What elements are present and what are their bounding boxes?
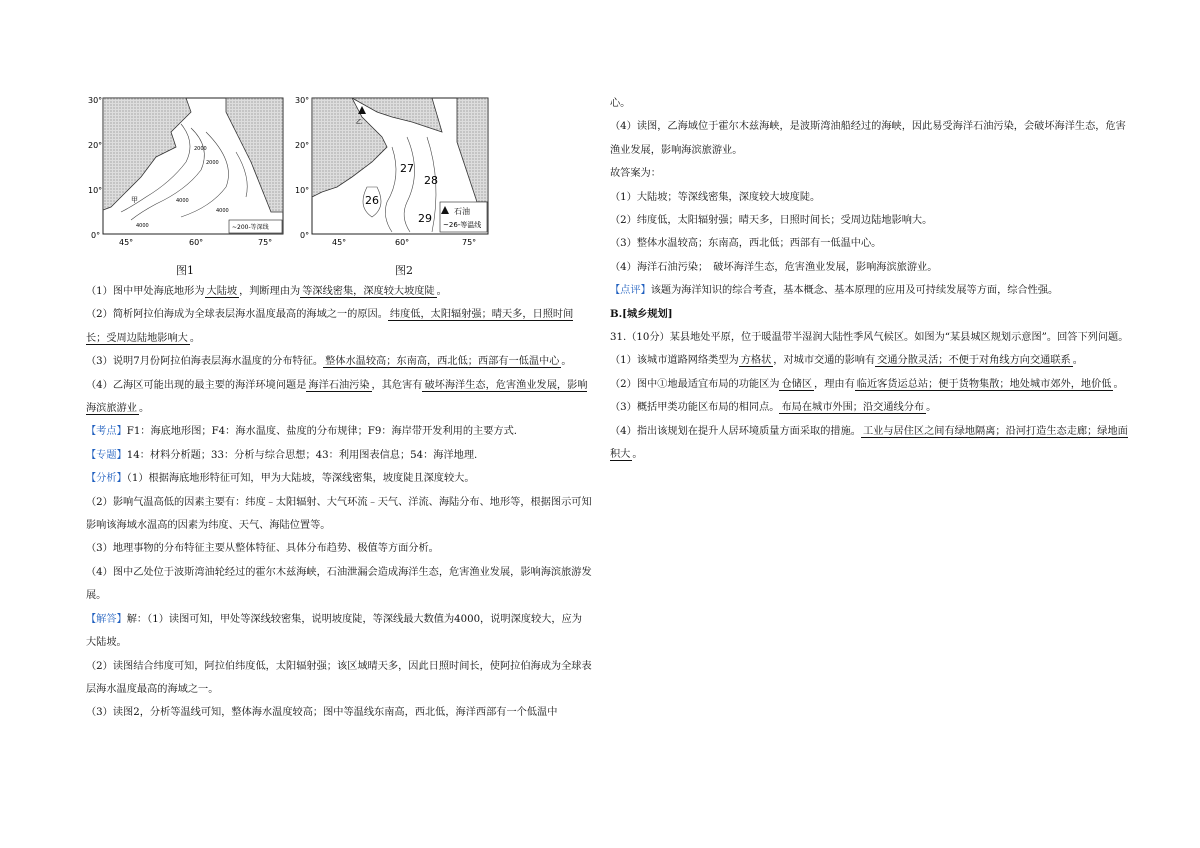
right-text-column — [610, 92, 1130, 467]
paragraph-r6 — [610, 256, 1130, 279]
paragraph-r1 — [610, 115, 1130, 162]
section-tag: 【解答】 — [86, 613, 127, 625]
paragraph-fenxi4 — [86, 561, 592, 608]
answer-blank: 海洋石油污染 — [308, 379, 370, 391]
figure-2-temperature-map — [292, 92, 492, 252]
answer-blank: 大陆坡 — [206, 286, 238, 297]
answer-blank: 破坏海洋生态，危害渔业发展，影响海滨旅游业 — [86, 379, 588, 415]
text-run: B.[城乡规划] — [610, 307, 673, 320]
lon-label: 60° — [395, 238, 410, 247]
lon-label: 45° — [119, 238, 134, 247]
lat-label: 30° — [88, 96, 103, 105]
text-run: 。 — [561, 356, 572, 368]
text-run: （4）海洋石油污染； 破坏海洋生态，危害渔业发展，影响海滨旅游业。 — [610, 261, 938, 273]
isotherm-label: 28 — [424, 174, 438, 187]
paragraph-fenxi1 — [86, 467, 592, 490]
paragraph-r5 — [610, 232, 1130, 255]
text-run: 31.（10分）某县地处平原，位于暖温带半湿润大陆性季风气候区。如图为“某县城区规划示意图”。回答下列问题。 — [610, 332, 1129, 344]
text-run: ，对城市交通的影响有 — [773, 355, 876, 367]
lat-label: 10° — [88, 186, 103, 195]
text-run: （3）地理事物的分布特征主要从整体特征、具体分布趋势、极值等方面分析。 — [86, 543, 439, 555]
lat-label: 20° — [295, 141, 310, 150]
paragraph-r10 — [610, 349, 1130, 372]
region-jia-label: 甲 — [131, 196, 138, 204]
text-run: （2）纬度低，太阳辐射强；晴天多，日照时间长；受周边陆地影响大。 — [610, 215, 933, 227]
lon-label: 60° — [189, 238, 204, 247]
answer-blank: 仓储区 — [781, 378, 813, 390]
text-run: ，其危害有 — [371, 379, 423, 391]
paragraph-zhuanti — [86, 444, 592, 467]
paragraph-r13 — [610, 420, 1130, 467]
text-run: 。 — [138, 403, 150, 415]
paragraph-jieda2 — [86, 655, 592, 702]
text-run: 心。 — [610, 98, 631, 109]
text-run: 。 — [1072, 355, 1083, 367]
text-run: 该题为海洋知识的综合考查，基本概念、基本原理的应用及可持续发展等方面，综合性强。 — [650, 285, 1059, 297]
text-run: 。 — [436, 286, 447, 297]
text-run: 。 — [1113, 378, 1124, 390]
lon-label: 45° — [332, 238, 347, 247]
contour-label: 4000 — [216, 208, 229, 214]
text-run: （3）说明7月份阿拉伯海表层海水温度的分布特征。 — [86, 356, 324, 368]
isotherm-label: 26 — [365, 194, 379, 207]
text-run: （3）整体水温较高；东南高，西北低；西部有一低温中心。 — [610, 238, 882, 250]
region-yi-label: 乙 — [356, 119, 363, 126]
text-run: 。 — [926, 402, 937, 414]
text-run: （3）概括甲类功能区布局的相同点。 — [610, 402, 780, 414]
paragraph-q1 — [86, 280, 592, 303]
lat-label: 0° — [91, 231, 101, 240]
paragraph-r7 — [610, 279, 1130, 302]
text-run: F1：海底地形图；F4：海水温度、盐度的分布规律；F9：海岸带开发利用的主要方式. — [126, 426, 518, 438]
answer-blank: 方格状 — [740, 355, 772, 367]
text-run: （2）读图结合纬度可知，阿拉伯纬度低，太阳辐射强；该区域晴天多，因此日照时间长，使阿拉伯海成为全球表层海水温度最高的海域之一。 — [86, 660, 592, 695]
text-run: （3）读图2，分析等温线可知，整体海水温度较高；图中等温线东南高，西北低，海洋西部有一个低温中 — [86, 707, 558, 719]
paragraph-q4 — [86, 374, 592, 421]
lat-label: 30° — [295, 96, 310, 105]
paragraph-r9 — [610, 326, 1130, 349]
isotherm-label: 29 — [418, 212, 432, 225]
text-run: （2）影响气温高低的因素主要有：纬度﹣太阳辐射、大气环流﹣天气、洋流、海陆分布、地形等，根据图示可知影响该海域水温高的因素为纬度、天气、海陆位置等。 — [86, 496, 592, 532]
paragraph-q3 — [86, 350, 592, 373]
text-run: （2）简析阿拉伯海成为全球表层海水温度最高的海域之一的原因。 — [86, 309, 388, 321]
section-tag: 【考点】 — [86, 426, 127, 438]
text-run: 14：材料分析题；33：分析与综合思想；43：利用图表信息；54：海洋地理. — [126, 449, 478, 461]
paragraph-kaodian — [86, 420, 592, 443]
lon-label: 75° — [462, 238, 477, 247]
paragraph-r4 — [610, 209, 1130, 232]
paragraph-r11 — [610, 373, 1130, 396]
text-run: （4）图中乙处位于波斯湾油轮经过的霍尔木兹海峡，石油泄漏会造成海洋生态，危害渔业发展，影响海滨旅游发展。 — [86, 566, 592, 602]
legend-isobath: ~200-等深线 — [232, 224, 269, 231]
paragraph-r12 — [610, 396, 1130, 419]
legend-isotherm: ~26-等温线 — [443, 221, 482, 229]
text-run: （4）读图，乙海域位于霍尔木兹海峡，是波斯湾油船经过的海峡，因此易受海洋石油污染，会破坏海洋生态，危害渔业发展，影响海滨旅游业。 — [610, 121, 1126, 156]
legend-oil-label: 石油 — [454, 207, 470, 216]
text-run: ，理由有 — [814, 378, 855, 390]
answer-blank: 整体水温较高；东南高，西北低；西部有一低温中心 — [325, 356, 560, 368]
answer-blank: 工业与居住区之间有绿地隔离；沿河打造生态走廊；绿地面积大 — [610, 425, 1128, 461]
section-tag: 【专题】 — [86, 449, 127, 461]
contour-label: 2000 — [206, 160, 219, 166]
text-run: （1）图中甲处海底地形为 — [86, 286, 205, 297]
lat-label: 0° — [300, 231, 310, 240]
text-run: （4）乙海区可能出现的最主要的海洋环境问题是 — [86, 379, 307, 391]
figure-1-caption: 图1 — [176, 264, 194, 277]
paragraph-jieda1 — [86, 608, 592, 655]
text-run: ，判断理由为 — [239, 286, 301, 297]
paragraph-r8 — [610, 303, 1130, 326]
contour-label: 4000 — [176, 198, 189, 204]
text-run: （1）根据海底地形特征可知，甲为大陆坡，等深线密集，坡度陡且深度较大。 — [126, 473, 475, 485]
text-run: （1）大陆坡；等深线密集，深度较大坡度陡。 — [610, 191, 821, 203]
text-run: （1）该城市道路网络类型为 — [610, 355, 739, 367]
lat-label: 20° — [88, 141, 103, 150]
text-run: 故答案为： — [610, 168, 661, 180]
answer-blank: 纬度低，太阳辐射强；晴天多，日照时间长；受周边陆地影响大 — [86, 309, 574, 344]
answer-blank: 布局在城市外围；沿交通线分布 — [781, 402, 925, 414]
paragraph-r3 — [610, 186, 1130, 209]
figure-2-caption: 图2 — [395, 264, 413, 277]
contour-label: 4000 — [136, 223, 149, 229]
answer-blank: 临近客货运总站；便于货物集散；地处城市郊外，地价低 — [856, 378, 1112, 390]
text-run: （2）图中①地最适宜布局的功能区为 — [610, 378, 780, 390]
contour-label: 2000 — [194, 146, 207, 152]
text-run: （4）指出该规划在提升人居环境质量方面采取的措施。 — [610, 425, 861, 437]
isotherm-label: 27 — [400, 162, 414, 175]
lon-label: 75° — [258, 238, 273, 247]
text-run: 。 — [632, 449, 643, 461]
paragraph-q2 — [86, 303, 592, 350]
answer-blank: 等深线密集，深度较大坡度陡 — [302, 286, 435, 297]
section-tag: 【点评】 — [610, 285, 651, 297]
text-run: 。 — [189, 332, 201, 344]
lat-label: 10° — [295, 186, 310, 195]
answer-blank: 交通分散灵活；不便于对角线方向交通联系 — [877, 355, 1071, 367]
figure-1-bathymetry-map — [86, 92, 286, 252]
paragraph-fenxi3 — [86, 537, 592, 560]
paragraph-fenxi2 — [86, 491, 592, 538]
section-tag: 【分析】 — [86, 473, 127, 485]
paragraph-r0 — [610, 92, 1130, 115]
paragraph-jieda3 — [86, 701, 592, 724]
left-text-column — [86, 280, 592, 725]
text-run: 解：（1）读图可知，甲处等深线较密集，说明坡度陡，等深线最大数值为4000，说明深度较大，应为大陆坡。 — [86, 613, 582, 649]
paragraph-r2 — [610, 162, 1130, 185]
